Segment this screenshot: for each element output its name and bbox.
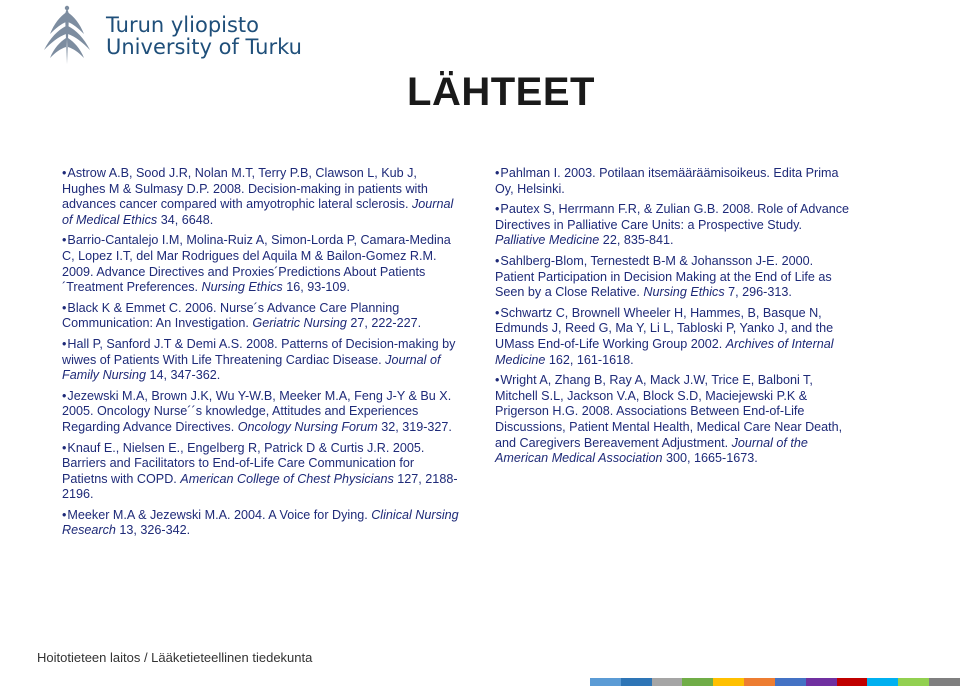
reference-text: Meeker M.A & Jezewski M.A. 2004. A Voice for Dying. xyxy=(67,507,372,522)
reference-journal: Journal of the American Medical Association xyxy=(495,435,808,466)
reference-item xyxy=(62,389,462,436)
reference-volume-pages: 34, 6648. xyxy=(157,212,214,227)
reference-text: Barrio-Cantalejo I.M, Molina-Ruiz A, Simon-Lorda P, Camara-Medina C, Lopez I.T, del Mar Rodrigues del Aquila M & Bailon-Gomez R.M. 2009. Advance Directives and Proxies´Predictions About Patients´Treatment Preferences. xyxy=(62,233,451,295)
logo-line-2: University of Turku xyxy=(106,35,302,59)
reference-item xyxy=(62,337,462,384)
reference-text: Sahlberg-Blom, Ternestedt B-M & Johansson J-E. 2000. Patient Participation in Decision Making at the End of Life as Seen by a Close Relative. xyxy=(495,253,832,300)
bullet: • xyxy=(62,300,67,315)
page-title: LÄHTEET xyxy=(407,70,595,114)
logo-line-1: Turun yliopisto xyxy=(106,12,260,37)
references-left-column xyxy=(62,166,462,544)
bullet: • xyxy=(495,166,500,180)
color-bar-segment xyxy=(744,678,775,686)
bullet: • xyxy=(62,388,67,403)
reference-journal: Oncology Nursing Forum xyxy=(237,419,378,434)
logo-text xyxy=(106,14,302,58)
color-bar-segment xyxy=(867,678,898,686)
bullet: • xyxy=(62,507,67,522)
reference-text: Pautex S, Herrmann F.R, & Zulian G.B. 2008. Role of Advance Directives in Palliative Care Units: a Prospective Study. xyxy=(495,202,850,232)
reference-item xyxy=(62,508,462,539)
reference-text: Jezewski M.A, Brown J.K, Wu Y-W.B, Meeker M.A, Feng J-Y & Bu X. 2005. Oncology Nurse´´s knowledge, Attitudes and Experiences Regarding Advance Directives. xyxy=(62,388,452,434)
reference-item xyxy=(495,202,855,249)
color-bar-segment xyxy=(682,678,713,686)
reference-journal: American College of Chest Physicians xyxy=(180,471,394,486)
reference-item xyxy=(495,166,855,197)
reference-item xyxy=(495,373,855,467)
reference-volume-pages: 32, 319-327. xyxy=(377,419,452,434)
color-bar-segment xyxy=(929,678,960,686)
reference-item xyxy=(62,301,462,332)
reference-journal: Journal of Family Nursing xyxy=(62,352,441,383)
reference-journal: Geriatric Nursing xyxy=(252,316,347,331)
reference-text: Astrow A.B, Sood J.R, Nolan M.T, Terry P.B, Clawson L, Kub J, Hughes M & Sulmasy D.P. 2008. Decision-making in patients with advances cancer compared with amyotrophic lateral sclerosis. xyxy=(62,166,428,212)
reference-volume-pages: 22, 835-841. xyxy=(599,233,674,248)
reference-item xyxy=(495,306,855,368)
color-bar-segment xyxy=(713,678,744,686)
bullet: • xyxy=(495,305,500,320)
reference-volume-pages: 7, 296-313. xyxy=(724,285,792,300)
reference-volume-pages: 162, 161-1618. xyxy=(545,352,634,367)
reference-item xyxy=(62,441,462,503)
reference-text: Black K & Emmet C. 2006. Nurse´s Advance Care Planning Communication: An Investigation. xyxy=(62,300,400,331)
university-logo xyxy=(38,4,302,68)
reference-item xyxy=(62,233,462,295)
bullet: • xyxy=(62,166,67,180)
color-bar-segment xyxy=(775,678,806,686)
reference-journal: Nursing Ethics xyxy=(643,285,725,300)
reference-text: Wright A, Zhang B, Ray A, Mack J.W, Trice E, Balboni T, Mitchell S.L, Jackson V.A, Block S.D, Maciejewski P.K & Prigerson H.G. 2008. Associations Between End-of-Life Discussions, Patient Mental Health, Medical Care Near Death, and Caregivers Bereavement Adjustment. xyxy=(495,373,843,450)
bullet: • xyxy=(495,202,500,217)
reference-journal: Clinical Nursing Research xyxy=(62,507,459,538)
bullet: • xyxy=(62,336,67,351)
reference-text: Pahlman I. 2003. Potilaan itsemääräämisoikeus. Edita Prima Oy, Helsinki. xyxy=(495,166,839,196)
reference-journal: Nursing Ethics xyxy=(201,280,283,295)
reference-item xyxy=(495,254,855,301)
color-bar-segment xyxy=(652,678,683,686)
reference-text: Hall P, Sanford J.T & Demi A.S. 2008. Patterns of Decision-making by wiwes of Patients With Life Threatening Cardiac Disease. xyxy=(62,336,456,367)
reference-volume-pages: 14, 347-362. xyxy=(145,368,221,383)
reference-text: Schwartz C, Brownell Wheeler H, Hammes, B, Basque N, Edmunds J, Reed G, Ma Y, Li L, Tabloski P, Yanko J, and the UMass End-of-Life Working Group 2002. xyxy=(495,305,834,351)
university-crest-icon xyxy=(38,4,96,68)
bullet: • xyxy=(62,233,67,248)
reference-volume-pages: 127, 2188-2196. xyxy=(62,471,458,502)
color-bar-segment xyxy=(837,678,868,686)
footer-color-bar xyxy=(590,678,960,686)
bullet: • xyxy=(495,373,500,388)
reference-volume-pages: 16, 93-109. xyxy=(282,280,350,295)
color-bar-segment xyxy=(806,678,837,686)
reference-volume-pages: 300, 1665-1673. xyxy=(662,451,758,466)
reference-journal: Palliative Medicine xyxy=(495,233,600,248)
reference-item xyxy=(62,166,462,228)
footer-department: Hoitotieteen laitos / Lääketieteellinen tiedekunta xyxy=(37,650,313,665)
bullet: • xyxy=(62,440,67,455)
color-bar-segment xyxy=(590,678,621,686)
bullet: • xyxy=(495,253,500,268)
reference-volume-pages: 27, 222-227. xyxy=(346,316,422,331)
color-bar-segment xyxy=(621,678,652,686)
color-bar-segment xyxy=(898,678,929,686)
reference-journal: Archives of Internal Medicine xyxy=(495,336,834,367)
reference-journal: Journal of Medical Ethics xyxy=(62,197,454,227)
reference-volume-pages: 13, 326-342. xyxy=(115,523,191,538)
reference-text: Knauf E., Nielsen E., Engelberg R, Patrick D & Curtis J.R. 2005. Barriers and Facilitators to End-of-Life Care Communication for Patietns with COPD. xyxy=(62,440,425,486)
references-right-column xyxy=(495,166,855,472)
